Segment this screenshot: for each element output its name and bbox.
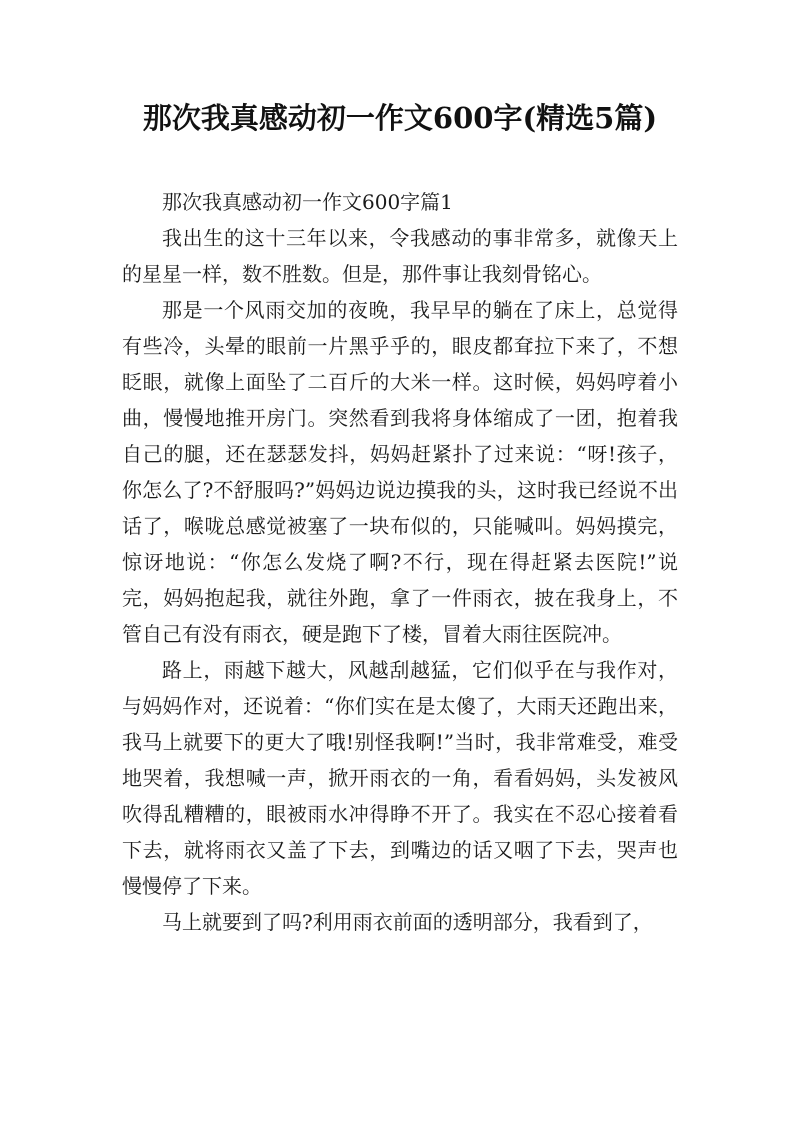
paragraph-3: 路上，雨越下越大，风越刮越猛，它们似乎在与我作对，与妈妈作对，还说着：“你们实在是太傻了，大雨天还跑出来，我马上就要下的更大了哦!别怪我啊!”当时，我非常难受，难受地哭着，我想喊一声，掀开雨衣的一角，看看妈妈，头发被风吹得乱糟糟的，眼被雨水冲得睁不开了。我实在不忍心接着看下去，就将雨衣又盖了下去，到嘴边的话又咽了下去，哭声也慢慢停了下来。 xyxy=(122,658,678,898)
document-title: 那次我真感动初一作文600字(精选5篇) xyxy=(142,101,658,135)
paragraph-4: 马上就要到了吗?利用雨衣前面的透明部分，我看到了， xyxy=(162,910,653,934)
paragraph-1: 我出生的这十三年以来，令我感动的事非常多，就像天上的星星一样，数不胜数。但是，那件事让我刻骨铭心。 xyxy=(122,226,678,286)
document-body xyxy=(122,184,678,940)
paragraph-2: 那是一个风雨交加的夜晚，我早早的躺在了床上，总觉得有些冷，头晕的眼前一片黑乎乎的，眼皮都耷拉下来了，不想眨眼，就像上面坠了二百斤的大米一样。这时候，妈妈哼着小曲，慢慢地推开房门。突然看到我将身体缩成了一团，抱着我自己的腿，还在瑟瑟发抖，妈妈赶紧扑了过来说：“呀!孩子，你怎么了?不舒服吗?”妈妈边说边摸我的头，这时我已经说不出话了，喉咙总感觉被塞了一块布似的，只能喊叫。妈妈摸完，惊讶地说：“你怎么发烧了啊?不行，现在得赶紧去医院!”说完，妈妈抱起我，就往外跑，拿了一件雨衣，披在我身上，不管自己有没有雨衣，硬是跑下了楼，冒着大雨往医院冲。 xyxy=(122,298,678,646)
section-heading: 那次我真感动初一作文600字篇1 xyxy=(162,190,453,214)
